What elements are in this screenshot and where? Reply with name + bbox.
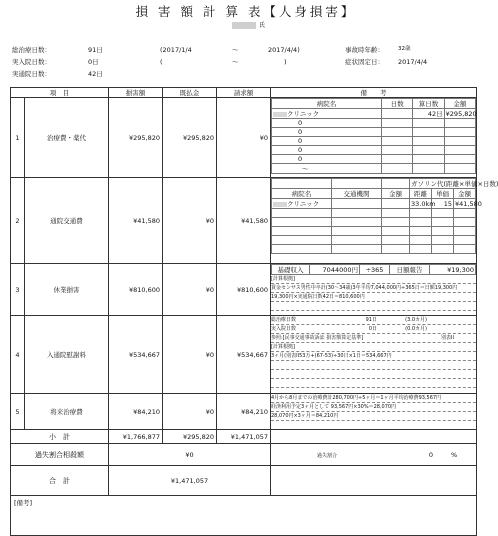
row-claim: ¥534,667 xyxy=(217,316,271,394)
income-calc: [計算根拠] 賃金センサス男性中卒計(30～34歳)3年平均7,044,000円÷365日＝日額19,300円 19,300円×実通院日数42日＝810,600円 xyxy=(271,275,476,311)
redacted-name xyxy=(232,22,256,29)
period-end: 2017/4/4) xyxy=(268,46,300,54)
row-paid: ¥0 xyxy=(163,316,217,394)
redacted-hospital xyxy=(273,202,287,207)
inpatient-days-value: 0日 xyxy=(88,58,99,66)
col-item: 項 目 xyxy=(11,88,109,98)
inpatient-days-label: 実入院日数： xyxy=(12,58,51,66)
hospital-table: 病院名 日数 算日数 金額 クリニック 42日 ¥295,820 0 0 0 0 0 ～ xyxy=(271,98,476,174)
fixed-date-label: 症状固定日： xyxy=(345,58,384,66)
page-title: 損 害 額 計 算 表【人身損害】 xyxy=(135,4,357,19)
period2-start: ( xyxy=(160,58,163,66)
table-row xyxy=(11,178,477,264)
period-tilde: ～ xyxy=(232,46,239,54)
row-paid: ¥0 xyxy=(163,394,217,430)
row-no: 4 xyxy=(11,316,25,394)
row-claim: ¥810,600 xyxy=(217,264,271,316)
row-damage: ¥41,580 xyxy=(109,178,163,264)
subtotal-label: 小 計 xyxy=(11,430,109,444)
col-damage: 損害額 xyxy=(109,88,163,98)
table-header-row xyxy=(11,88,477,98)
row-item: 休業損害 xyxy=(25,264,109,316)
note-cell xyxy=(271,264,477,316)
row-no: 3 xyxy=(11,264,25,316)
subtotal-row xyxy=(11,430,477,444)
fault-label: 過失割合相殺額 xyxy=(11,444,109,466)
outpatient-days-value: 42日 xyxy=(88,70,103,78)
row-claim: ¥0 xyxy=(217,98,271,178)
note-cell xyxy=(271,178,498,264)
table-row xyxy=(11,264,477,316)
note-cell xyxy=(271,316,477,394)
row-no: 1 xyxy=(11,98,25,178)
col-note: 備 考 xyxy=(271,88,477,98)
income-table: 基礎収入 7044000円 ÷365 日額報告 ¥19,300 xyxy=(271,264,476,275)
row-item: 入通院慰謝料 xyxy=(25,316,109,394)
row-damage: ¥534,667 xyxy=(109,316,163,394)
row-no: 5 xyxy=(11,394,25,430)
row-claim: ¥41,580 xyxy=(217,178,271,264)
subtotal-damage: ¥1,766,877 xyxy=(109,430,163,444)
total-days-label: 総治療日数： xyxy=(12,46,51,54)
row-paid: ¥0 xyxy=(163,264,217,316)
remarks-label: [備考] xyxy=(11,496,477,536)
future-calc: 4月から8月までの治療費計280,700円÷5ヶ月＝1ヶ月平均治療費93,567円 経済利用予定3ヶ月として 93,567円×30%＝28,070円 28,070円×3ヶ月＝84,210円 xyxy=(271,394,476,421)
redacted-hospital xyxy=(273,112,287,117)
fault-row xyxy=(11,444,477,466)
total-days-value: 91日 xyxy=(88,46,103,54)
row-damage: ¥84,210 xyxy=(109,394,163,430)
row-item: 将来治療費 xyxy=(25,394,109,430)
row-no: 2 xyxy=(11,178,25,264)
fault-pct: % xyxy=(451,450,458,459)
patient-name: 氏 xyxy=(232,22,265,29)
fault-ratio-label: 過失割合 xyxy=(317,452,338,459)
damage-table xyxy=(10,87,498,536)
fault-ratio-value: 0 xyxy=(428,450,433,459)
row-claim: ¥84,210 xyxy=(217,394,271,430)
outpatient-days-label: 実通院日数： xyxy=(12,70,51,78)
row-damage: ¥295,820 xyxy=(109,98,163,178)
period2-end: ) xyxy=(284,58,287,66)
age-label: 事故時年齢： xyxy=(345,46,384,54)
fault-value: ¥0 xyxy=(109,444,271,466)
row-paid: ¥0 xyxy=(163,178,217,264)
note-cell xyxy=(271,394,477,430)
total-label: 合 計 xyxy=(11,466,109,496)
period-start: (2017/1/4 xyxy=(160,46,192,54)
subtotal-claim: ¥1,471,057 xyxy=(217,430,271,444)
total-value: ¥1,471,057 xyxy=(109,466,271,496)
row-paid: ¥295,820 xyxy=(163,98,217,178)
col-claim: 請求額 xyxy=(217,88,271,98)
row-item: 通院交通費 xyxy=(25,178,109,264)
row-item: 治療費・薬代 xyxy=(25,98,109,178)
consolation-calc: 総治療日数 91日 (3.0カ月) 実入院日数 0日 (0.0カ月) 参照:[民事交通事故訴訟 損害額算定基準] 別表II [計算根拠] 3ヶ月(別表II53万+(67-53)÷30日×1日＝534,667円 xyxy=(271,316,476,388)
row-damage: ¥810,600 xyxy=(109,264,163,316)
period2-tilde: ～ xyxy=(232,58,239,66)
table-row xyxy=(11,394,477,430)
age-value: 32歳 xyxy=(398,46,411,52)
fixed-date-value: 2017/4/4 xyxy=(398,58,428,66)
table-row xyxy=(11,98,477,178)
note-cell xyxy=(271,98,477,178)
total-row xyxy=(11,466,477,496)
transport-table: ガソリン代(距離×単価×日数) 病院名 交通機関 金額 距離 単価 金額 クリニック 33.0km 15 ¥41,580 xyxy=(271,178,476,254)
table-row xyxy=(11,316,477,394)
subtotal-paid: ¥295,820 xyxy=(163,430,217,444)
remarks-row xyxy=(11,496,477,536)
col-paid: 既払金 xyxy=(163,88,217,98)
